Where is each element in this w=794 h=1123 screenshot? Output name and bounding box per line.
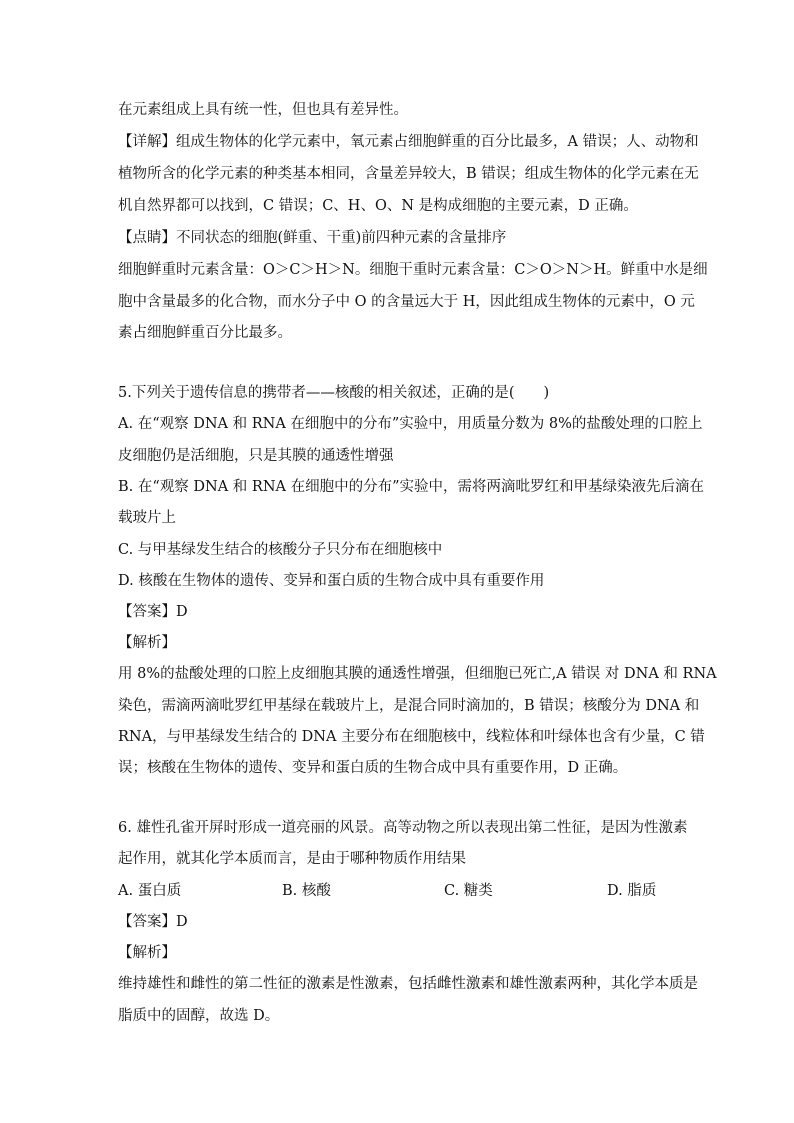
intro-line: 在元素组成上具有统一性，但也具有差异性。 <box>118 102 408 118</box>
q5-option-a: A. 在“观察 DNA 和 RNA 在细胞中的分布”实验中，用质量分数为 8%的盐酸处理的口腔上 <box>118 416 703 432</box>
q6-stem-cont: 起作用，就其化学本质而言，是由于哪种物质作用结果 <box>118 851 466 867</box>
tip-line: 【点睛】不同状态的细胞(鲜重、干重)前四种元素的含量排序 <box>118 230 507 246</box>
tip-line: 细胞鲜重时元素含量：O＞C＞H＞N。细胞干重时元素含量：C＞O＞N＞H。鲜重中水是细 <box>118 262 708 278</box>
q6-stem: 6. 雄性孔雀开屏时形成一道亮丽的风景。高等动物之所以表现出第二性征，是因为性激素 <box>118 820 688 836</box>
q6-analysis-label: 【解析】 <box>118 945 176 961</box>
q6-option-d: D. 脂质 <box>607 883 657 899</box>
detail-line: 机自然界都可以找到，C 错误；C、H、O、N 是构成细胞的主要元素，D 正确。 <box>118 198 638 214</box>
q6-analysis-line: 脂质中的固醇，故选 D。 <box>118 1008 280 1024</box>
q5-option-d: D. 核酸在生物体的遗传、变异和蛋白质的生物合成中具有重要作用 <box>118 573 545 589</box>
tip-line: 胞中含量最多的化合物，而水分子中 O 的含量远大于 H，因此组成生物体的元素中，O 元 <box>118 294 695 310</box>
q6-analysis-line: 维持雄性和雌性的第二性征的激素是性激素，包括雌性激素和雄性激素两种，其化学本质是 <box>118 976 698 992</box>
q5-option-b: B. 在“观察 DNA 和 RNA 在细胞中的分布”实验中，需将两滴吡罗红和甲基绿染液先后滴在 <box>118 479 704 495</box>
q5-stem: 5.下列关于遗传信息的携带者——核酸的相关叙述，正确的是( ) <box>118 385 550 401</box>
q6-option-a: A. 蛋白质 <box>118 883 182 899</box>
q5-analysis-line: RNA，与甲基绿发生结合的 DNA 主要分布在细胞核中，线粒体和叶绿体也含有少量，C 错 <box>118 729 705 745</box>
q5-analysis-line: 误；核酸在生物体的遗传、变异和蛋白质的生物合成中具有重要作用，D 正确。 <box>118 760 628 776</box>
q5-answer: 【答案】D <box>118 604 188 620</box>
q6-option-c: C. 糖类 <box>444 883 493 899</box>
q6-option-b: B. 核酸 <box>282 883 331 899</box>
q5-option-b-cont: 载玻片上 <box>118 510 176 526</box>
q5-option-c: C. 与甲基绿发生结合的核酸分子只分布在细胞核中 <box>118 542 443 558</box>
q5-analysis-label: 【解析】 <box>118 635 176 651</box>
q6-answer: 【答案】D <box>118 914 188 930</box>
q5-analysis-line: 用 8%的盐酸处理的口腔上皮细胞其膜的通透性增强，但细胞已死亡,A 错误 对 DNA 和 RNA <box>118 666 717 682</box>
q5-option-a-cont: 皮细胞仍是活细胞，只是其膜的通透性增强 <box>118 448 394 464</box>
q5-analysis-line: 染色，需滴两滴吡罗红甲基绿在载玻片上，是混合同时滴加的，B 错误；核酸分为 DNA 和 <box>118 698 700 714</box>
detail-line: 【详解】组成生物体的化学元素中，氧元素占细胞鲜重的百分比最多，A 错误；人、动物和 <box>118 134 699 150</box>
tip-line: 素占细胞鲜重百分比最多。 <box>118 325 292 341</box>
detail-line: 植物所含的化学元素的种类基本相同，含量差异较大，B 错误；组成生物体的化学元素在无 <box>118 166 699 182</box>
